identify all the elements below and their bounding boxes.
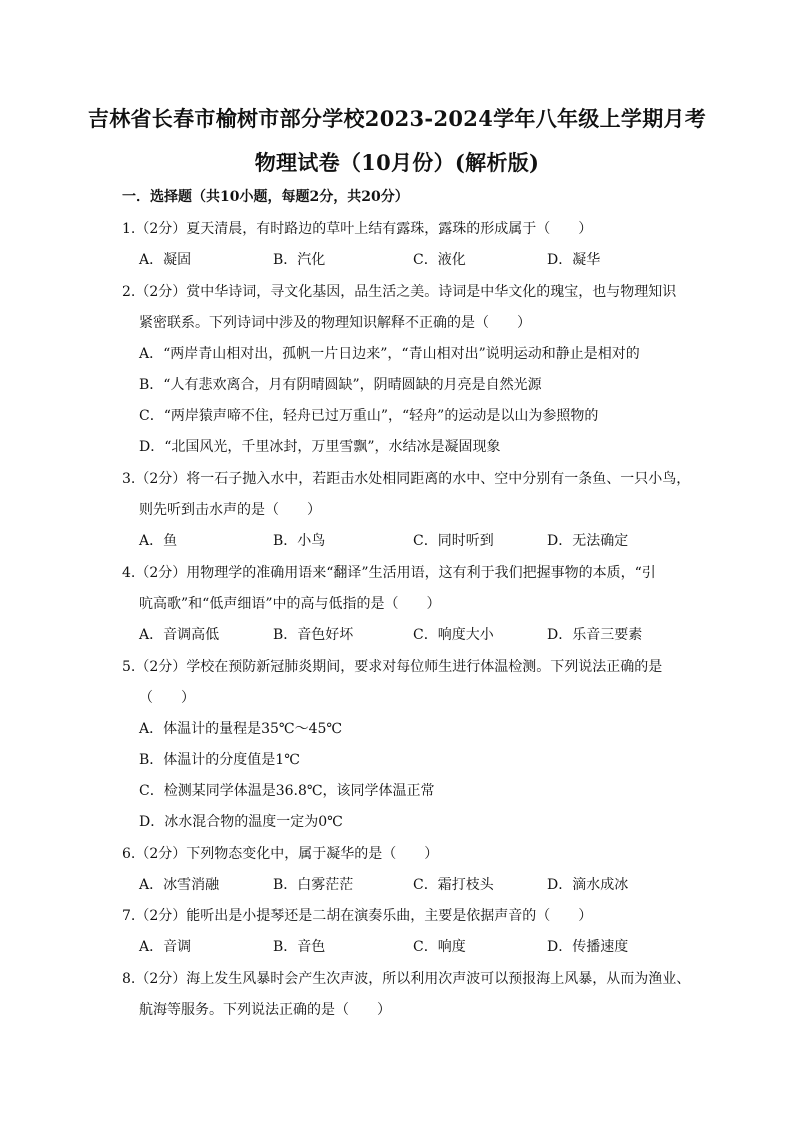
q7-option-d: D．传播速度 (547, 939, 629, 955)
q6-option-b: B．白雾茫茫 (273, 877, 354, 893)
question-7-text: 7.（2分）能听出是小提琴还是二胡在演奏乐曲，主要是依据声音的（ ） (122, 908, 593, 924)
q4-option-a: A．音调高低 (139, 627, 220, 643)
q5-option-d: D．冰水混合物的温度一定为0℃ (139, 814, 343, 830)
q1-option-c: C．液化 (413, 252, 466, 268)
q6-option-a: A．冰雪消融 (139, 877, 220, 893)
q3-option-c: C．同时听到 (413, 533, 494, 549)
section-heading: 一．选择题（共10小题，每题2分，共20分） (122, 189, 409, 205)
q2-option-d: D．“北国风光，千里冰封，万里雪飘”，水结冰是凝固现象 (139, 439, 501, 455)
q2-option-c: C．“两岸猿声啼不住，轻舟已过万重山”，“轻舟”的运动是以山为参照物的 (139, 408, 599, 424)
q6-option-d: D．滴水成冰 (547, 877, 629, 893)
question-6-text: 6.（2分）下列物态变化中，属于凝华的是（ ） (122, 846, 439, 862)
q1-option-b: B．汽化 (273, 252, 326, 268)
question-5-text-line2: （ ） (139, 690, 195, 706)
question-5-text-line1: 5.（2分）学校在预防新冠肺炎期间，要求对每位师生进行体温检测。下列说法正确的是 (122, 659, 663, 675)
q1-option-d: D．凝华 (547, 252, 601, 268)
question-2-text-line2: 紧密联系。下列诗词中涉及的物理知识解释不正确的是（ ） (139, 315, 531, 331)
question-4-text-line2: 吭高歌”和“低声细语”中的高与低指的是（ ） (139, 596, 441, 612)
q3-option-b: B．小鸟 (273, 533, 326, 549)
question-4-text-line1: 4.（2分）用物理学的准确用语来“翻译”生活用语，这有利于我们把握事物的本质，“引 (122, 565, 656, 581)
q2-option-a: A．“两岸青山相对出，孤帆一片日边来”，“青山相对出”说明运动和静止是相对的 (139, 346, 640, 362)
exam-title-line2: 物理试卷（10月份）(解析版) (254, 150, 540, 175)
q1-option-a: A．凝固 (139, 252, 192, 268)
q3-option-d: D．无法确定 (547, 533, 629, 549)
q5-option-b: B．体温计的分度值是1℃ (139, 752, 300, 768)
q4-option-d: D．乐音三要素 (547, 627, 643, 643)
q5-option-a: A．体温计的量程是35℃～45℃ (139, 721, 343, 737)
q5-option-c: C．检测某同学体温是36.8℃，该同学体温正常 (139, 783, 435, 799)
q7-option-c: C．响度 (413, 939, 466, 955)
question-8-text-line1: 8.（2分）海上发生风暴时会产生次声波，所以利用次声波可以预报海上风暴，从而为渔业、 (122, 971, 691, 987)
q3-option-a: A．鱼 (139, 533, 178, 549)
q7-option-b: B．音色 (273, 939, 326, 955)
q7-option-a: A．音调 (139, 939, 192, 955)
q4-option-c: C．响度大小 (413, 627, 494, 643)
question-2-text-line1: 2.（2分）赏中华诗词，寻文化基因，品生活之美。诗词是中华文化的瑰宝，也与物理知识 (122, 284, 677, 300)
q4-option-b: B．音色好坏 (273, 627, 354, 643)
exam-title-line1: 吉林省长春市榆树市部分学校2023-2024学年八年级上学期月考 (87, 106, 707, 131)
q2-option-b: B．“人有悲欢离合，月有阴晴圆缺”，阴晴圆缺的月亮是自然光源 (139, 377, 542, 393)
question-1-text: 1.（2分）夏天清晨，有时路边的草叶上结有露珠，露珠的形成属于（ ） (122, 221, 593, 237)
question-8-text-line2: 航海等服务。下列说法正确的是（ ） (139, 1002, 391, 1018)
question-3-text-line1: 3.（2分）将一石子抛入水中，若距击水处相同距离的水中、空中分别有一条鱼、一只小鸟， (122, 471, 691, 487)
question-3-text-line2: 则先听到击水声的是（ ） (139, 502, 321, 518)
q6-option-c: C．霜打枝头 (413, 877, 494, 893)
